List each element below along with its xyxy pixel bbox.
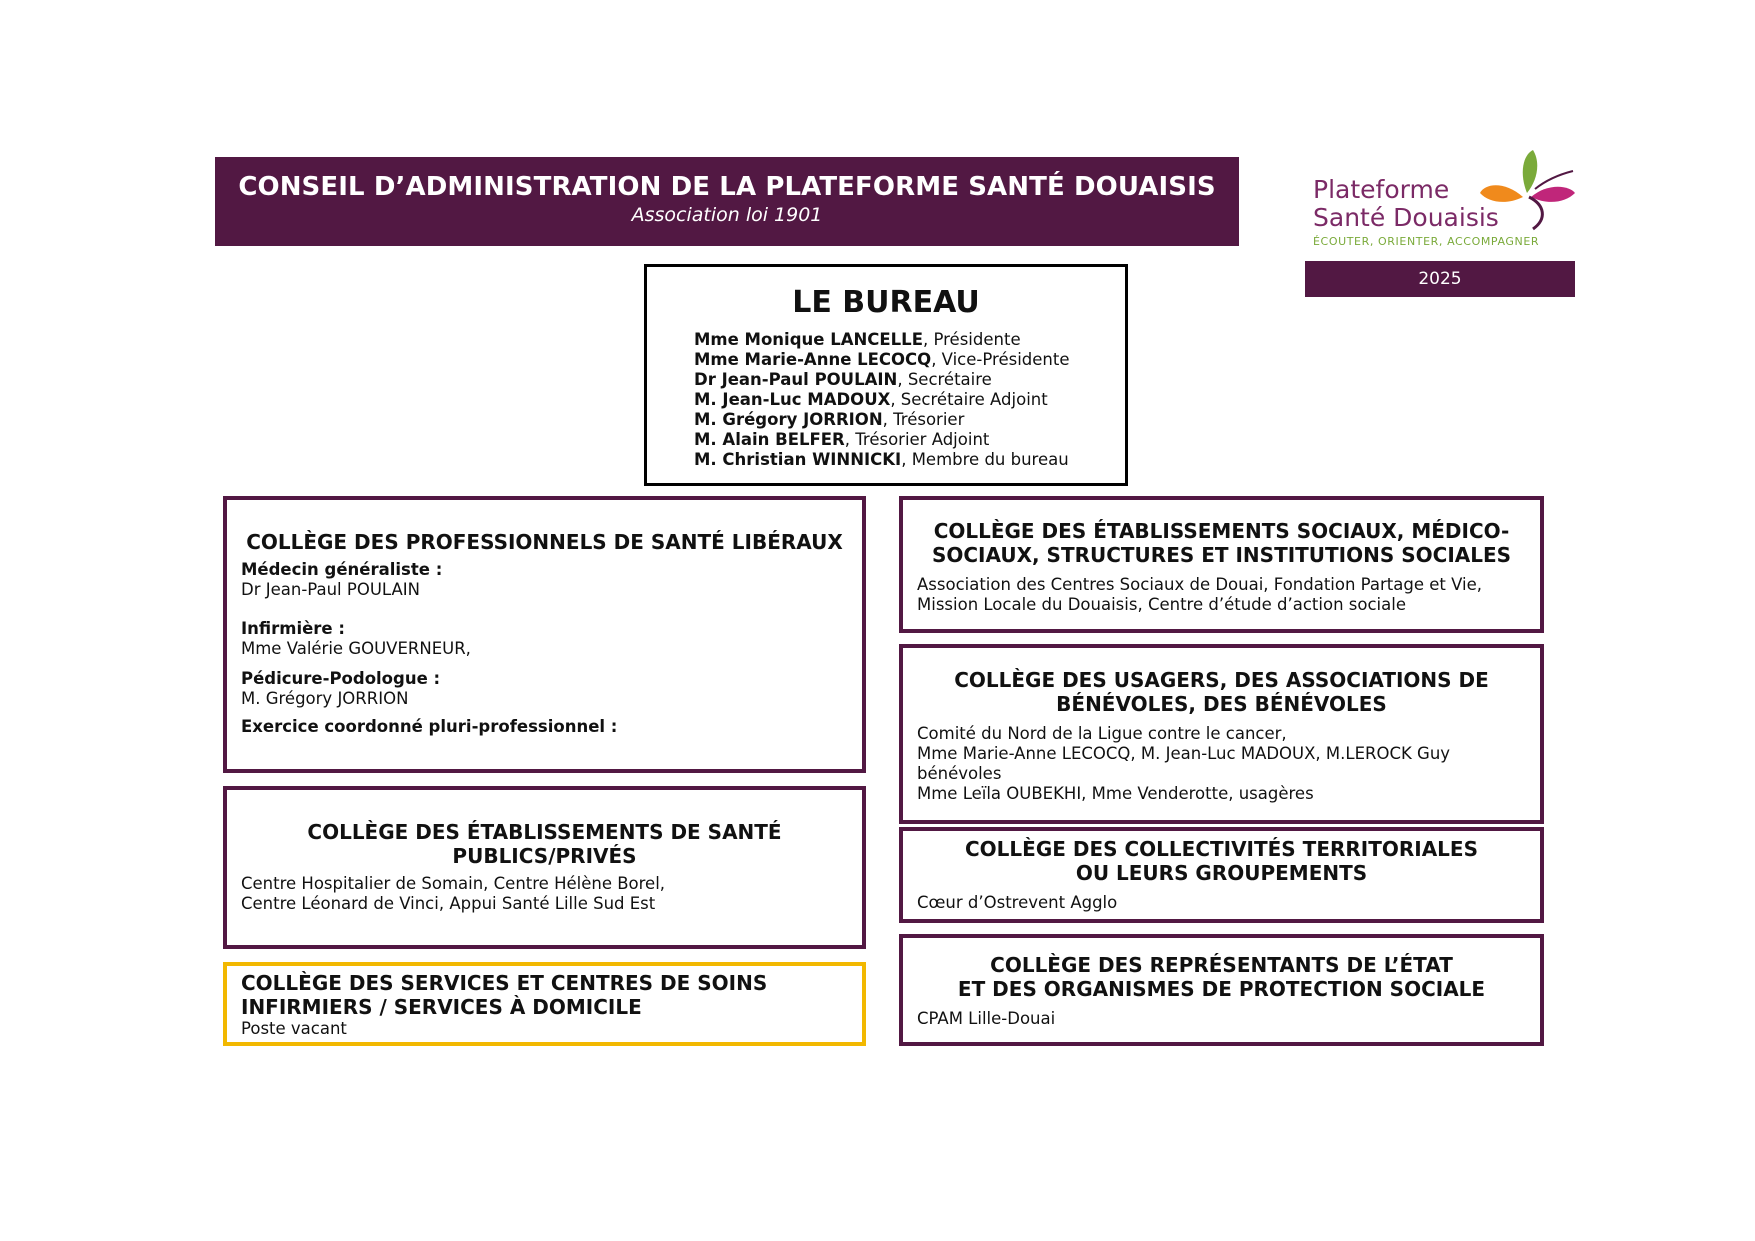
college-title-line2: SOCIAUX, STRUCTURES ET INSTITUTIONS SOCIALES	[931, 543, 1512, 567]
logo	[1305, 145, 1595, 255]
page-title: CONSEIL D’ADMINISTRATION DE LA PLATEFORME SANTÉ DOUAISIS	[238, 172, 1216, 202]
page-subtitle: Association loi 1901	[631, 204, 823, 226]
bureau-member: Dr Jean-Paul POULAIN, Secrétaire	[694, 370, 992, 389]
group-label: Médecin généraliste :	[241, 560, 443, 579]
college-etablissements-sante	[223, 786, 866, 949]
header-banner	[215, 157, 1239, 246]
group-label: Infirmière :	[241, 619, 345, 638]
logo-line2: Santé Douaisis	[1313, 203, 1499, 232]
bureau-member: Mme Marie-Anne LECOCQ, Vice-Présidente	[694, 350, 1070, 369]
logo-line1: Plateforme	[1313, 175, 1450, 204]
college-etablissements-sociaux	[899, 496, 1544, 633]
college-text-line: Comité du Nord de la Ligue contre le cancer,	[917, 724, 1287, 743]
college-text-line: CPAM Lille-Douai	[917, 1009, 1056, 1028]
college-text-line: Poste vacant	[241, 1019, 347, 1038]
year-badge: 2025	[1305, 261, 1575, 297]
college-text-line: Mme Leïla OUBEKHI, Mme Venderotte, usagères	[917, 784, 1314, 803]
bureau-member: Mme Monique LANCELLE, Présidente	[694, 330, 1021, 349]
group-value: Dr Jean-Paul POULAIN	[241, 580, 420, 599]
college-title-line2: ET DES ORGANISMES DE PROTECTION SOCIALE	[957, 977, 1486, 1001]
college-title-line2: OU LEURS GROUPEMENTS	[1075, 861, 1368, 885]
group-label: Exercice coordonné pluri-professionnel :	[241, 717, 618, 736]
college-liberaux	[223, 496, 866, 773]
group-value: M. Grégory JORRION	[241, 689, 409, 708]
college-title-line1: COLLÈGE DES REPRÉSENTANTS DE L’ÉTAT	[990, 953, 1453, 977]
group-value: Mme Valérie GOUVERNEUR,	[241, 639, 471, 658]
bureau-member: M. Grégory JORRION, Trésorier	[694, 410, 965, 429]
college-title-line1: COLLÈGE DES ÉTABLISSEMENTS DE SANTÉ	[307, 820, 782, 844]
bureau-member: M. Alain BELFER, Trésorier Adjoint	[694, 430, 990, 449]
college-text-line: Centre Léonard de Vinci, Appui Santé Lille Sud Est	[241, 894, 656, 913]
college-title-line1: COLLÈGE DES SERVICES ET CENTRES DE SOINS	[241, 971, 768, 995]
college-collectivites	[899, 827, 1544, 923]
college-text-line: Mme Marie-Anne LECOCQ, M. Jean-Luc MADOUX, M.LEROCK Guy	[917, 744, 1451, 763]
college-text-line: Mission Locale du Douaisis, Centre d’étude d’action sociale	[917, 595, 1406, 614]
college-text-line: Centre Hospitalier de Somain, Centre Hélène Borel,	[241, 874, 666, 893]
college-usagers	[899, 644, 1544, 824]
logo-tagline: ÉCOUTER, ORIENTER, ACCOMPAGNER	[1313, 235, 1540, 248]
college-title-line2: BÉNÉVOLES, DES BÉNÉVOLES	[1056, 692, 1387, 716]
college-text-line: Association des Centres Sociaux de Douai, Fondation Partage et Vie,	[917, 575, 1483, 594]
college-text-line: bénévoles	[917, 764, 1002, 783]
college-services-soins	[223, 962, 866, 1046]
bureau-members	[694, 330, 1125, 470]
college-etat	[899, 934, 1544, 1046]
college-text-line: Cœur d’Ostrevent Agglo	[917, 893, 1118, 912]
bureau-member: M. Jean-Luc MADOUX, Secrétaire Adjoint	[694, 390, 1048, 409]
bureau-member: M. Christian WINNICKI, Membre du bureau	[694, 450, 1069, 469]
bureau-title: LE BUREAU	[792, 285, 980, 320]
college-title-line2: INFIRMIERS / SERVICES À DOMICILE	[241, 995, 642, 1019]
group-label: Pédicure-Podologue :	[241, 669, 441, 688]
bureau-box	[644, 264, 1128, 486]
college-title-line1: COLLÈGE DES COLLECTIVITÉS TERRITORIALES	[964, 837, 1478, 861]
college-title-line1: COLLÈGE DES USAGERS, DES ASSOCIATIONS DE	[954, 668, 1489, 692]
college-title-line1: COLLÈGE DES ÉTABLISSEMENTS SOCIAUX, MÉDICO-	[933, 519, 1510, 543]
logo-leaves-icon	[1475, 145, 1585, 235]
college-title: COLLÈGE DES PROFESSIONNELS DE SANTÉ LIBÉRAUX	[246, 530, 843, 554]
college-title-line2: PUBLICS/PRIVÉS	[452, 844, 637, 868]
